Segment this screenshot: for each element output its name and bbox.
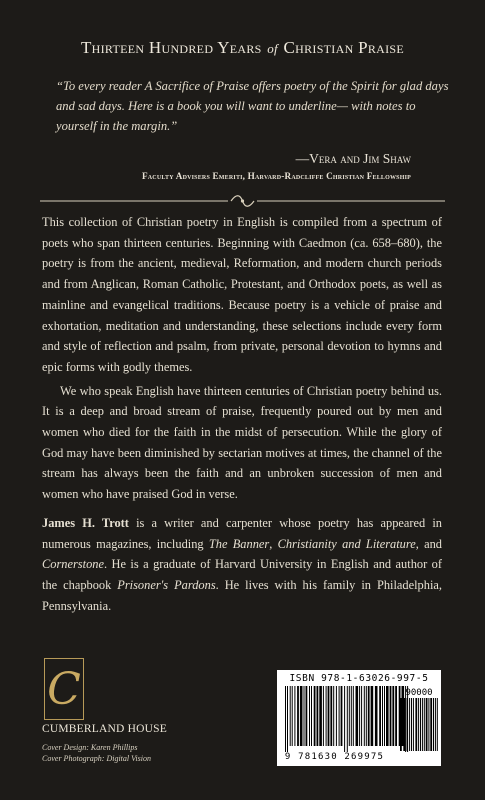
description-paragraph-1: This collection of Christian poetry in English is compiled from a spectrum of poets who span thirteen centuries. Beginning with Caedmon (ca. 658–680), the poetry is from the ancient, medieval, Reformation, and modern church periods and from Anglican, Roman Catholic, Protestant, and Orthodox poets, as well as mainline and evangelical traditions. Because poetry is a vehicle of praise and exhortation, meditation and understanding, these selections include every form and style of reflection and psalm, from private, personal devotion to hymns and epic forms with godly themes.: [42, 215, 442, 374]
author-name: James H. Trott: [42, 515, 129, 530]
publisher-name: CUMBERLAND HOUSE: [42, 723, 167, 735]
author-bio: [42, 513, 442, 617]
cover-title: [0, 38, 485, 58]
barcode: [277, 670, 441, 766]
barcode-bars: [277, 686, 441, 752]
barcode-price-code: 90000: [405, 688, 433, 698]
title-part-1: Thirteen Hundred Years: [80, 38, 262, 57]
title-part-2: Christian Praise: [283, 38, 405, 57]
cover-credits: [42, 743, 151, 764]
bio-separator-1: ,: [269, 536, 278, 551]
publication-2: Christianity and Literature: [277, 536, 416, 551]
bio-text-2: . He is a graduate of Harvard University in English and author of the chapbook: [42, 557, 442, 592]
title-connector: of: [267, 41, 278, 56]
quote-attribution-role: Faculty Advisers Emeriti, Harvard-Radcliffe Christian Fellowship: [141, 171, 411, 181]
publisher-logo-mark: C: [44, 658, 84, 720]
cover-photo-credit: Cover Photograph: Digital Vision: [42, 753, 151, 763]
quote-attribution-name: —Vera and Jim Shaw: [295, 151, 411, 166]
cover-design-credit: Cover Design: Karen Phillips: [42, 743, 138, 752]
endorsement-quote: “To every reader A Sacrifice of Praise offers poetry of the Spirit for glad days and sad days. Here is a book you will want to underline— with notes to yourself in the margin.”: [56, 79, 449, 133]
bio-separator-2: , and: [415, 536, 442, 551]
publication-1: The Banner: [208, 536, 270, 551]
bio-text-3: . He lives with his family in Philadelphia, Pennsylvania.: [42, 577, 442, 613]
publisher-logo: [42, 658, 167, 735]
isbn-number: ISBN 978-1-63026-997-5: [289, 673, 429, 684]
barcode-digits: 9 781630 269975: [284, 752, 385, 762]
chapbook-title: Prisoner's Pardons: [117, 577, 216, 592]
publication-3: Cornerstone: [42, 557, 104, 572]
ornament-divider: [0, 192, 485, 210]
description-text: [42, 212, 442, 616]
description-paragraph-2: We who speak English have thirteen centuries of Christian poetry behind us. It is a deep and broad stream of praise, frequently poured out by men and women who died for the faith in the midst of persecution. While the glory of God may have been diminished by sectarian motives at times, the channel of the stream has always been the faith and an unbroken succession of men and women who have praised God in verse.: [42, 383, 442, 502]
bio-text-1: is a writer and carpenter whose poetry has appeared in numerous magazines, including: [42, 515, 443, 551]
